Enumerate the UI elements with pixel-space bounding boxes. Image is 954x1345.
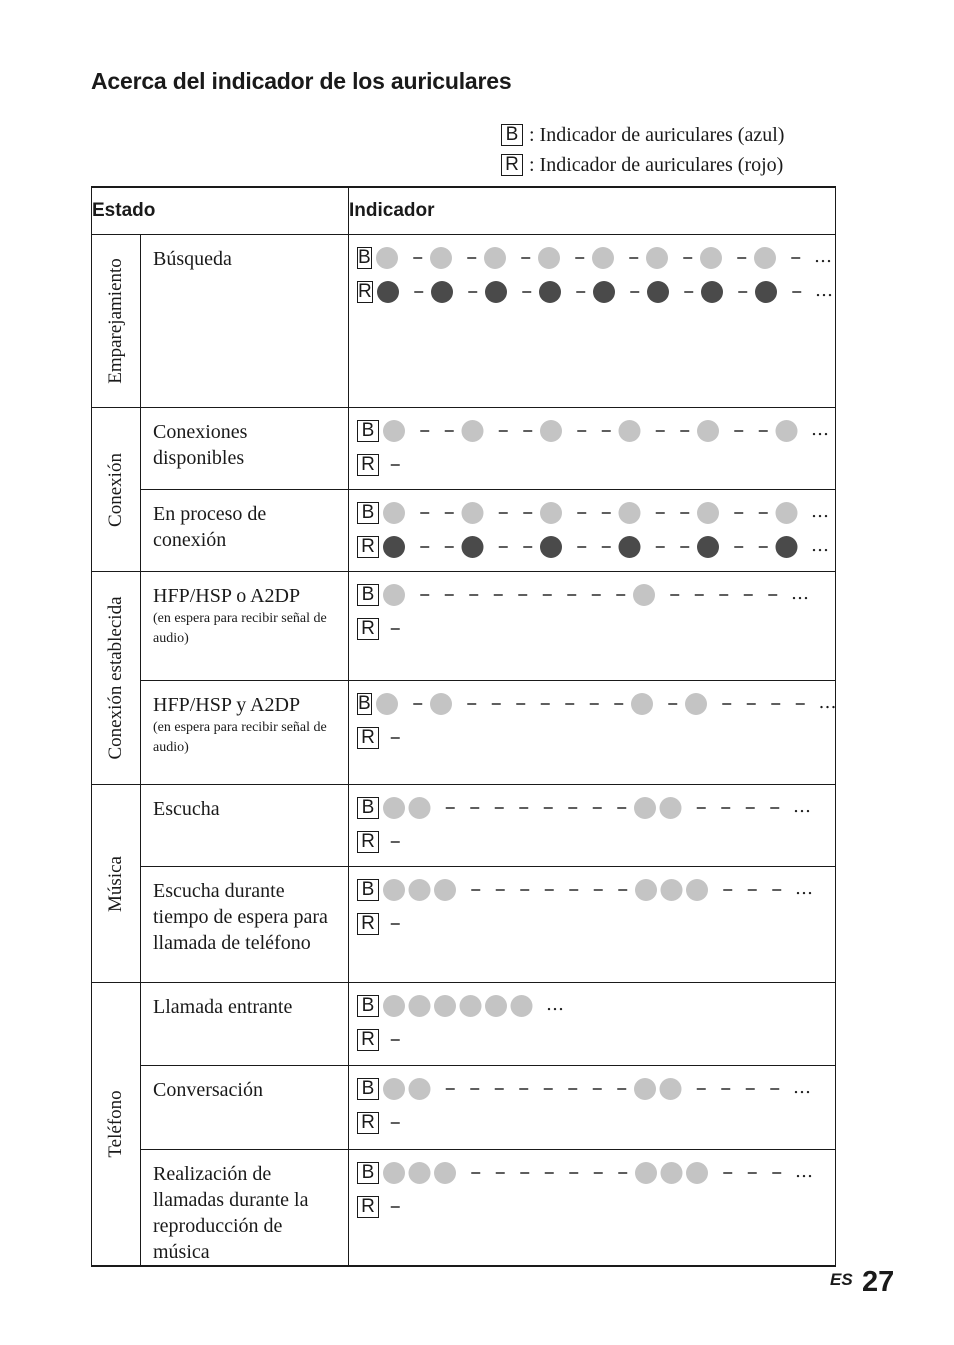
red-blink-pattern — [383, 726, 408, 750]
continues-ellipsis: … — [793, 796, 812, 817]
red-blink-pattern — [377, 280, 839, 304]
indicator-cell — [349, 867, 836, 983]
table-header-row — [92, 187, 836, 235]
indicator-cell — [349, 408, 836, 490]
continues-ellipsis: … — [818, 692, 837, 713]
indicator-legend — [501, 120, 784, 180]
lit-dot-icon — [462, 502, 484, 524]
table-row — [92, 867, 836, 983]
lit-dot-icon — [383, 584, 405, 606]
group-label: Conexión — [105, 452, 126, 527]
table-row — [92, 785, 836, 867]
red-indicator-row — [357, 907, 835, 941]
lit-dot-icon — [383, 502, 405, 524]
lit-dot-icon — [697, 420, 719, 442]
red-indicator-row — [357, 825, 835, 859]
blue-indicator-row — [357, 414, 835, 448]
lit-dot-icon — [383, 1162, 405, 1184]
state-cell — [141, 867, 349, 983]
blue-key-icon: B — [501, 124, 523, 146]
lit-dot-icon — [462, 536, 484, 558]
state-cell — [141, 785, 349, 867]
lit-dot-icon — [631, 693, 653, 715]
lit-dot-icon — [697, 536, 719, 558]
state-label: HFP/HSP y A2DP — [153, 694, 301, 716]
group-label: Emparejamiento — [105, 258, 126, 384]
lit-dot-icon — [686, 1162, 708, 1184]
state-note: (en espera para recibir señal de audio) — [153, 611, 327, 646]
lit-dot-icon — [383, 879, 405, 901]
page-number: 27 — [862, 1266, 895, 1298]
red-key-icon: R — [501, 154, 523, 176]
lit-dot-icon — [633, 584, 655, 606]
red-blink-pattern — [383, 535, 835, 559]
red-blink-pattern — [383, 617, 408, 641]
blue-key-icon: B — [357, 584, 379, 606]
red-blink-pattern — [383, 830, 408, 854]
lit-dot-icon — [434, 1162, 456, 1184]
state-label: Conexiones disponibles — [153, 421, 248, 469]
lit-dot-icon — [776, 536, 798, 558]
state-cell — [141, 1066, 349, 1150]
lit-dot-icon — [701, 281, 723, 303]
lit-dot-icon — [383, 420, 405, 442]
continues-ellipsis: … — [795, 1161, 814, 1182]
group-label: Música — [105, 855, 126, 912]
red-key-icon: R — [357, 618, 379, 640]
blue-indicator-row — [357, 791, 835, 825]
lit-dot-icon — [484, 247, 506, 269]
lit-dot-icon — [430, 247, 452, 269]
blue-indicator-row — [357, 989, 835, 1023]
lit-dot-icon — [700, 247, 722, 269]
state-label: Conversación — [153, 1079, 263, 1101]
lit-dot-icon — [776, 420, 798, 442]
continues-ellipsis: … — [791, 583, 810, 604]
group-cell — [92, 785, 141, 983]
continues-ellipsis: … — [814, 280, 833, 301]
blue-key-icon: B — [357, 995, 379, 1017]
red-blink-pattern — [383, 1195, 408, 1219]
group-cell — [92, 983, 141, 1267]
state-cell — [141, 572, 349, 681]
state-cell — [141, 235, 349, 408]
lit-dot-icon — [619, 536, 641, 558]
state-label: En proceso de conexión — [153, 503, 267, 551]
group-cell — [92, 235, 141, 408]
indicator-cell — [349, 572, 836, 681]
state-label: Llamada entrante — [153, 996, 293, 1018]
red-key-icon: R — [357, 1196, 379, 1218]
red-key-icon: R — [357, 1029, 379, 1051]
red-key-icon: R — [357, 831, 379, 853]
blue-blink-pattern — [383, 583, 815, 607]
legend-red-label: : Indicador de auriculares (rojo) — [529, 153, 784, 176]
state-cell — [141, 983, 349, 1066]
blue-blink-pattern — [383, 878, 819, 902]
table-row — [92, 983, 836, 1066]
lit-dot-icon — [685, 693, 707, 715]
language-code: ES — [830, 1270, 853, 1289]
blue-indicator-row — [357, 873, 835, 907]
lit-dot-icon — [634, 797, 656, 819]
lit-dot-icon — [540, 536, 562, 558]
lit-dot-icon — [661, 879, 683, 901]
lit-dot-icon — [593, 281, 615, 303]
blue-blink-pattern — [383, 419, 835, 443]
indicator-cell — [349, 681, 836, 785]
lit-dot-icon — [661, 1162, 683, 1184]
red-key-icon: R — [357, 727, 379, 749]
red-blink-pattern — [383, 1111, 408, 1135]
continues-ellipsis: … — [811, 535, 829, 556]
lit-dot-icon — [409, 1078, 431, 1100]
lit-dot-icon — [635, 879, 657, 901]
blue-indicator-row — [357, 241, 835, 275]
state-label: Escucha durante tiempo de espera para llamada de teléfono — [153, 880, 328, 954]
state-cell — [141, 1150, 349, 1267]
state-cell — [141, 490, 349, 572]
lit-dot-icon — [383, 536, 405, 558]
lit-dot-icon — [460, 995, 482, 1017]
lit-dot-icon — [647, 281, 669, 303]
blue-indicator-row — [357, 496, 835, 530]
group-label: Teléfono — [105, 1090, 126, 1158]
blue-blink-pattern — [383, 994, 570, 1018]
lit-dot-icon — [755, 281, 777, 303]
header-estado: Estado — [92, 187, 349, 235]
lit-dot-icon — [538, 247, 560, 269]
red-indicator-row — [357, 448, 835, 482]
red-key-icon: R — [358, 281, 372, 302]
lit-dot-icon — [539, 281, 561, 303]
blue-blink-pattern — [376, 692, 843, 716]
lit-dot-icon — [646, 247, 668, 269]
state-note: (en espera para recibir señal de audio) — [153, 720, 327, 755]
red-indicator-row — [357, 1023, 835, 1057]
lit-dot-icon — [409, 879, 431, 901]
blue-indicator-row — [357, 578, 835, 612]
lit-dot-icon — [592, 247, 614, 269]
red-blink-pattern — [383, 1028, 408, 1052]
blue-key-icon: B — [357, 879, 379, 901]
lit-dot-icon — [434, 995, 456, 1017]
page-title: Acerca del indicador de los auriculares — [91, 68, 512, 94]
state-label: Búsqueda — [153, 248, 232, 270]
header-indicador: Indicador — [349, 187, 836, 235]
legend-blue-label: : Indicador de auriculares (azul) — [529, 123, 785, 146]
blue-blink-pattern — [376, 246, 838, 270]
table-row — [92, 490, 836, 572]
continues-ellipsis: … — [813, 246, 832, 267]
lit-dot-icon — [409, 1162, 431, 1184]
lit-dot-icon — [540, 502, 562, 524]
legend-red — [501, 150, 784, 180]
red-blink-pattern — [383, 453, 408, 477]
group-cell — [92, 572, 141, 785]
continues-ellipsis: … — [811, 419, 829, 440]
lit-dot-icon — [431, 281, 453, 303]
indicator-cell — [349, 983, 836, 1066]
lit-dot-icon — [430, 693, 452, 715]
blue-key-icon: B — [358, 693, 371, 714]
state-label: Realización de llamadas durante la reproducción de música — [153, 1163, 309, 1263]
blue-blink-pattern — [383, 796, 817, 820]
blue-key-icon: B — [357, 420, 379, 442]
red-blink-pattern — [383, 912, 408, 936]
red-key-icon: R — [357, 454, 379, 476]
lit-dot-icon — [485, 281, 507, 303]
continues-ellipsis: … — [811, 501, 829, 522]
blue-indicator-row — [357, 1072, 835, 1106]
lit-dot-icon — [376, 247, 398, 269]
lit-dot-icon — [635, 1162, 657, 1184]
blue-key-icon: B — [357, 502, 379, 524]
lit-dot-icon — [383, 1078, 405, 1100]
blue-key-icon: B — [357, 1162, 379, 1184]
lit-dot-icon — [660, 797, 682, 819]
group-cell — [92, 408, 141, 572]
table-row — [92, 1066, 836, 1150]
lit-dot-icon — [686, 879, 708, 901]
lit-dot-icon — [619, 420, 641, 442]
state-cell — [141, 681, 349, 785]
blue-key-icon: B — [357, 1078, 379, 1100]
continues-ellipsis: … — [546, 994, 565, 1015]
lit-dot-icon — [409, 797, 431, 819]
lit-dot-icon — [383, 995, 405, 1017]
indicator-table — [91, 186, 836, 1267]
blue-blink-pattern — [383, 1161, 819, 1185]
lit-dot-icon — [660, 1078, 682, 1100]
red-key-icon: R — [357, 536, 379, 558]
indicator-cell — [349, 785, 836, 867]
table-row — [92, 572, 836, 681]
group-label: Conexión establecida — [105, 596, 126, 760]
table-row — [92, 408, 836, 490]
red-indicator-row — [357, 530, 835, 564]
lit-dot-icon — [619, 502, 641, 524]
lit-dot-icon — [511, 995, 533, 1017]
table-row — [92, 681, 836, 785]
state-cell — [141, 408, 349, 490]
continues-ellipsis: … — [795, 878, 814, 899]
table-row — [92, 1150, 836, 1267]
red-indicator-row — [357, 1190, 835, 1224]
state-label: Escucha — [153, 798, 220, 820]
lit-dot-icon — [754, 247, 776, 269]
blue-indicator-row — [357, 687, 835, 721]
lit-dot-icon — [485, 995, 507, 1017]
red-key-icon: R — [357, 913, 379, 935]
continues-ellipsis: … — [793, 1077, 812, 1098]
legend-blue — [501, 120, 784, 150]
lit-dot-icon — [697, 502, 719, 524]
blue-key-icon: B — [358, 247, 371, 268]
lit-dot-icon — [634, 1078, 656, 1100]
lit-dot-icon — [776, 502, 798, 524]
red-indicator-row — [357, 721, 835, 755]
indicator-cell — [349, 1066, 836, 1150]
table-row — [92, 235, 836, 408]
state-label: HFP/HSP o A2DP — [153, 585, 301, 607]
lit-dot-icon — [462, 420, 484, 442]
lit-dot-icon — [383, 797, 405, 819]
blue-key-icon: B — [357, 797, 379, 819]
red-indicator-row — [357, 1106, 835, 1140]
red-key-icon: R — [357, 1112, 379, 1134]
blue-indicator-row — [357, 1156, 835, 1190]
lit-dot-icon — [376, 693, 398, 715]
red-indicator-row — [357, 275, 835, 309]
lit-dot-icon — [434, 879, 456, 901]
red-indicator-row — [357, 612, 835, 646]
blue-blink-pattern — [383, 501, 835, 525]
indicator-cell — [349, 1150, 836, 1267]
lit-dot-icon — [540, 420, 562, 442]
lit-dot-icon — [409, 995, 431, 1017]
blue-blink-pattern — [383, 1077, 817, 1101]
lit-dot-icon — [377, 281, 399, 303]
indicator-cell — [349, 490, 836, 572]
indicator-cell — [349, 235, 836, 408]
